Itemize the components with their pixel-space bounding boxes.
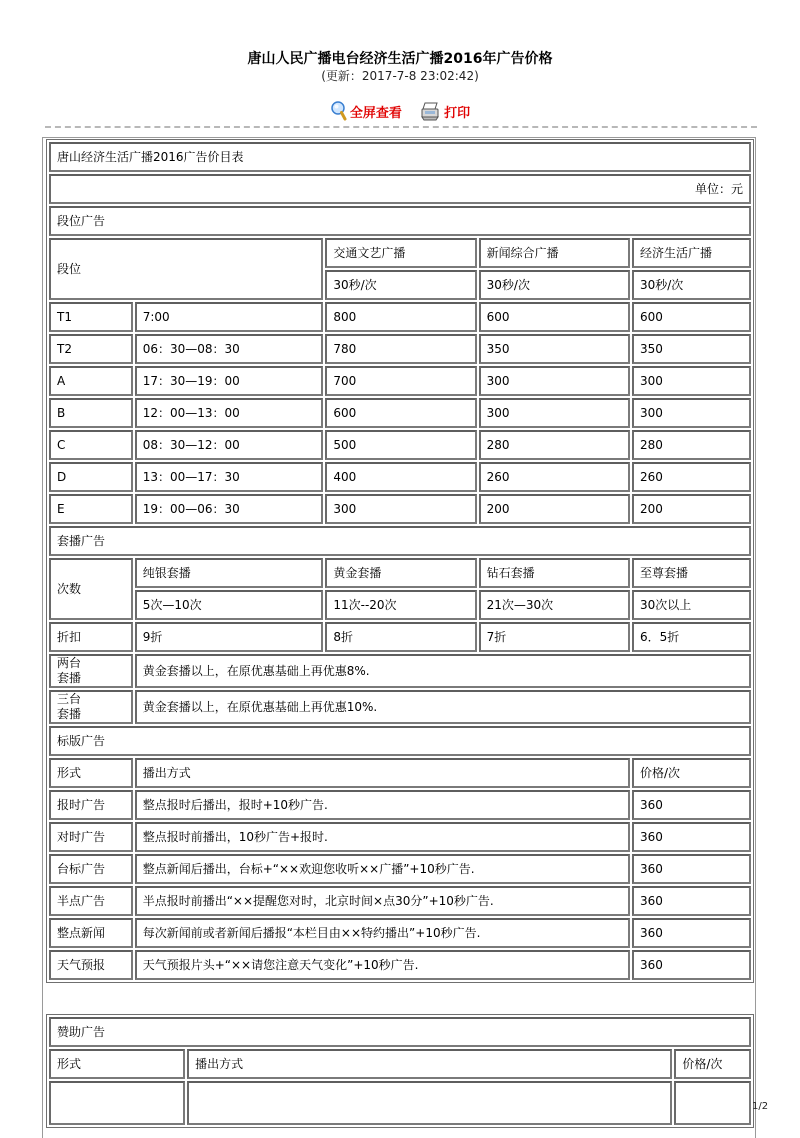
count-label: 次数 (49, 558, 133, 620)
section-package-ads: 套播广告 (49, 526, 751, 556)
col-method-header: 播出方式 (135, 758, 630, 788)
fullscreen-button[interactable] (330, 101, 402, 121)
price-cell: 280 (632, 430, 751, 460)
price-cell: 360 (632, 854, 751, 884)
price-cell: 360 (632, 886, 751, 916)
slot-time: 17：30—19：00 (135, 366, 324, 396)
price-cell: 260 (632, 462, 751, 492)
slot-code: T2 (49, 334, 133, 364)
method-cell (187, 1081, 672, 1125)
section-standard-ads: 标版广告 (49, 726, 751, 756)
slot-time: 08：30—12：00 (135, 430, 324, 460)
station-header: 交通文艺广播 (325, 238, 476, 268)
slot-code: B (49, 398, 133, 428)
price-cell: 780 (325, 334, 476, 364)
method-cell: 整点报时前播出，10秒广告+报时. (135, 822, 630, 852)
price-cell: 200 (479, 494, 630, 524)
form-cell: 对时广告 (49, 822, 133, 852)
discount-value: 6．5折 (632, 622, 751, 652)
discount-value: 7折 (479, 622, 630, 652)
price-cell: 300 (479, 398, 630, 428)
price-cell: 280 (479, 430, 630, 460)
slot-time: 19：00—06：30 (135, 494, 324, 524)
slot-code: D (49, 462, 133, 492)
table-row (49, 1081, 751, 1125)
price-cell: 800 (325, 302, 476, 332)
duration-header: 30秒/次 (632, 270, 751, 300)
col-form-header: 形式 (49, 758, 133, 788)
label-line: 三台 (57, 692, 82, 706)
station-header: 新闻综合广播 (479, 238, 630, 268)
toolbar (0, 101, 800, 125)
unit-label: 单位：元 (49, 174, 751, 204)
table-row (49, 398, 751, 428)
price-cell: 360 (632, 950, 751, 980)
slot-time: 13：00—17：30 (135, 462, 324, 492)
price-cell: 350 (632, 334, 751, 364)
update-timestamp: (更新：2017-7-8 23:02:42) (321, 69, 479, 83)
print-button[interactable] (420, 101, 470, 121)
col-method-header: 播出方式 (187, 1049, 672, 1079)
section-slot-ads: 段位广告 (49, 206, 751, 236)
tier-name: 至尊套播 (632, 558, 751, 588)
form-cell: 天气预报 (49, 950, 133, 980)
label-line: 套播 (57, 671, 82, 685)
price-cell: 260 (479, 462, 630, 492)
tier-name: 钻石套播 (479, 558, 630, 588)
col-form-header: 形式 (49, 1049, 185, 1079)
slot-header: 段位 (49, 238, 323, 300)
price-cell: 360 (632, 822, 751, 852)
table-row (49, 462, 751, 492)
price-cell: 300 (632, 398, 751, 428)
slot-time: 7:00 (135, 302, 324, 332)
slot-code: E (49, 494, 133, 524)
table-row (49, 822, 751, 852)
printer-icon (420, 101, 442, 121)
three-station-text: 黄金套播以上，在原优惠基础上再优惠10%. (135, 690, 751, 724)
tier-name: 黄金套播 (325, 558, 476, 588)
price-cell: 400 (325, 462, 476, 492)
col-price-header: 价格/次 (632, 758, 751, 788)
tier-range: 11次--20次 (325, 590, 476, 620)
form-cell (49, 1081, 185, 1125)
price-cell: 360 (632, 790, 751, 820)
table-row (49, 886, 751, 916)
label-line: 套播 (57, 707, 82, 721)
fullscreen-label: 全屏查看 (349, 105, 402, 121)
two-station-label (49, 654, 133, 688)
tier-name: 纯银套播 (135, 558, 324, 588)
price-cell: 700 (325, 366, 476, 396)
slot-code: C (49, 430, 133, 460)
tier-range: 21次—30次 (479, 590, 630, 620)
table-row (49, 950, 751, 980)
table-row (49, 302, 751, 332)
tier-range: 30次以上 (632, 590, 751, 620)
discount-value: 9折 (135, 622, 324, 652)
price-cell (674, 1081, 751, 1125)
price-cell: 600 (325, 398, 476, 428)
tier-range: 5次—10次 (135, 590, 324, 620)
form-cell: 报时广告 (49, 790, 133, 820)
two-station-text: 黄金套播以上，在原优惠基础上再优惠8%. (135, 654, 751, 688)
price-table (46, 139, 754, 983)
slot-time: 12：00—13：00 (135, 398, 324, 428)
price-cell: 600 (479, 302, 630, 332)
method-cell: 半点报时前播出“××提醒您对时，北京时间×点30分”+10秒广告. (135, 886, 630, 916)
discount-value: 8折 (325, 622, 476, 652)
method-cell: 整点新闻后播出，台标+“××欢迎您收听××广播”+10秒广告. (135, 854, 630, 884)
table-row (49, 494, 751, 524)
col-price-header: 价格/次 (674, 1049, 751, 1079)
discount-label: 折扣 (49, 622, 133, 652)
price-cell: 600 (632, 302, 751, 332)
table-row (49, 790, 751, 820)
table-row (49, 918, 751, 948)
price-cell: 300 (325, 494, 476, 524)
sponsorship-table (46, 1014, 754, 1128)
table-row (49, 366, 751, 396)
page-title: 唐山人民广播电台经济生活广播2016年广告价格 (247, 51, 553, 67)
label-line: 两台 (57, 656, 82, 670)
form-cell: 台标广告 (49, 854, 133, 884)
table-title: 唐山经济生活广播2016广告价目表 (49, 142, 751, 172)
price-cell: 200 (632, 494, 751, 524)
duration-header: 30秒/次 (479, 270, 630, 300)
page-number: 1/2 (752, 1101, 769, 1112)
table-row (49, 430, 751, 460)
form-cell: 整点新闻 (49, 918, 133, 948)
method-cell: 每次新闻前或者新闻后播报“本栏目由××特约播出”+10秒广告. (135, 918, 630, 948)
price-cell: 360 (632, 918, 751, 948)
station-header: 经济生活广播 (632, 238, 751, 268)
print-label: 打印 (444, 105, 471, 121)
method-cell: 整点报时后播出，报时+10秒广告. (135, 790, 630, 820)
slot-time: 06：30—08：30 (135, 334, 324, 364)
slot-code: T1 (49, 302, 133, 332)
price-cell: 500 (325, 430, 476, 460)
table-row (49, 334, 751, 364)
price-cell: 300 (632, 366, 751, 396)
table-row (49, 854, 751, 884)
divider (45, 126, 757, 128)
price-cell: 350 (479, 334, 630, 364)
form-cell: 半点广告 (49, 886, 133, 916)
price-cell: 300 (479, 366, 630, 396)
slot-code: A (49, 366, 133, 396)
duration-header: 30秒/次 (325, 270, 476, 300)
method-cell: 天气预报片头+“××请您注意天气变化”+10秒广告. (135, 950, 630, 980)
three-station-label (49, 690, 133, 724)
magnifier-icon (330, 101, 348, 121)
section-sponsorship-ads: 赞助广告 (49, 1017, 751, 1047)
